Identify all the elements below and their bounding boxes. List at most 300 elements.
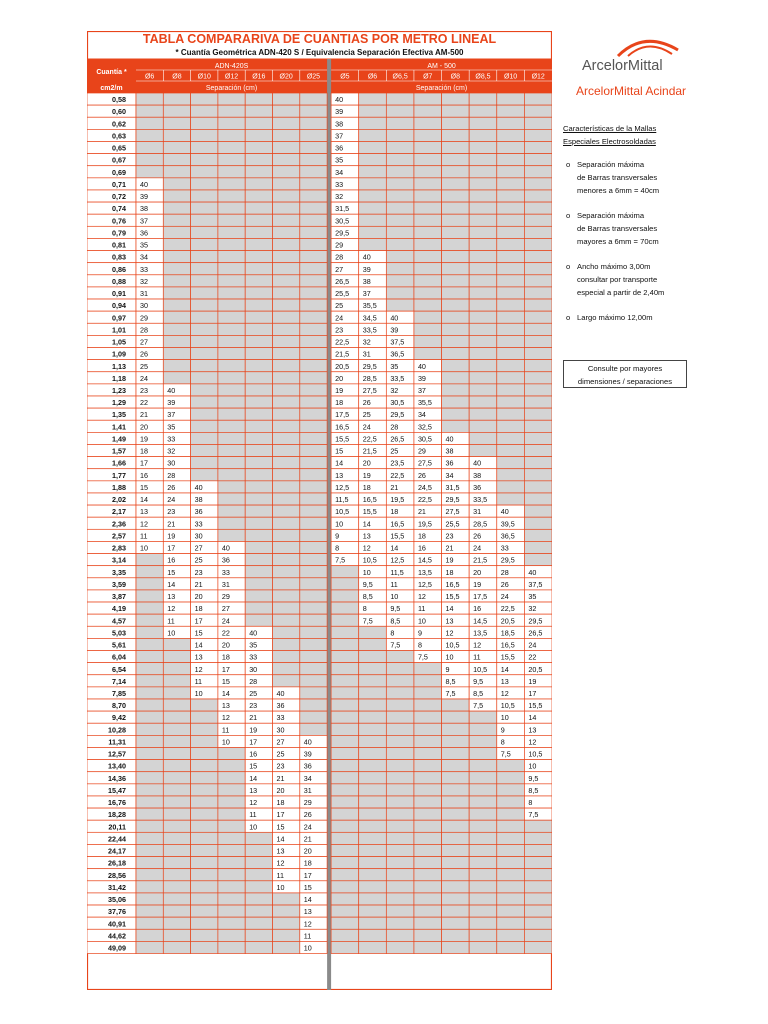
am-value: 29,5 — [335, 228, 350, 238]
am-value: 7,5 — [417, 652, 428, 662]
am-cell — [442, 299, 470, 311]
adn-cell — [245, 408, 272, 420]
am-cell — [442, 129, 470, 141]
adn-cell — [245, 238, 272, 250]
am-value: 16,5 — [500, 640, 515, 650]
adn-value: 36 — [303, 761, 312, 771]
cuantia-value: 40,91 — [108, 919, 126, 929]
adn-cell — [163, 93, 190, 105]
adn-cell — [273, 566, 300, 578]
adn-cell — [136, 893, 163, 905]
am-cell — [469, 348, 497, 360]
cuantia-value: 15,47 — [108, 785, 126, 795]
am-value: 16,5 — [390, 519, 405, 529]
am-value: 8 — [362, 604, 367, 614]
adn-cell — [191, 869, 218, 881]
adn-value: 40 — [167, 386, 176, 395]
am-value: 9 — [500, 725, 505, 735]
adn-cell — [245, 141, 272, 153]
adn-cell — [191, 929, 218, 941]
am-cell — [524, 517, 552, 529]
adn-cell — [191, 226, 218, 238]
adn-cell — [245, 566, 272, 578]
cuantia-value: 0,74 — [112, 204, 126, 214]
adn-value: 19 — [249, 725, 258, 735]
am-cell — [469, 335, 497, 347]
am-cell — [386, 941, 414, 953]
adn-value: 22 — [140, 398, 148, 408]
am-cell — [524, 820, 552, 832]
am-cell — [442, 832, 470, 844]
am-value: 20 — [335, 373, 344, 383]
adn-cell — [163, 105, 190, 117]
adn-cell — [245, 190, 272, 202]
adn-value: 35 — [167, 422, 176, 432]
cuantia-value: 2,83 — [112, 543, 126, 553]
adn-cell — [191, 323, 218, 335]
am-value: 31,5 — [335, 204, 350, 214]
cuantia-value: 1,09 — [112, 349, 126, 359]
adn-cell — [300, 299, 327, 311]
adn-value: 27 — [276, 737, 285, 747]
cuantias-table — [87, 31, 552, 990]
am-value: 8,5 — [390, 616, 401, 626]
adn-value: 17 — [167, 543, 176, 553]
am-cell — [414, 723, 442, 735]
cuantia-value: 1,88 — [112, 482, 126, 492]
am-cell — [497, 444, 525, 456]
adn-cell — [273, 263, 300, 275]
adn-cell — [245, 154, 272, 166]
adn-value: 29 — [303, 798, 312, 808]
adn-value: 36 — [194, 507, 203, 517]
am-value: 22 — [528, 652, 537, 662]
adn-cell — [163, 796, 190, 808]
am-value: 7,5 — [362, 616, 373, 626]
am-value: 27,5 — [445, 507, 460, 517]
adn-cell — [191, 238, 218, 250]
cuantia-value: 10,28 — [108, 725, 126, 735]
adn-cell — [191, 881, 218, 893]
am-cell — [469, 154, 497, 166]
am-value: 11 — [473, 652, 481, 662]
adn-cell — [163, 893, 190, 905]
adn-cell — [191, 772, 218, 784]
adn-value: 27 — [194, 543, 203, 553]
am-cell — [524, 154, 552, 166]
am-cell — [386, 105, 414, 117]
am-cell — [331, 675, 359, 687]
am-value: 20,5 — [528, 664, 543, 674]
adn-value: 30 — [140, 301, 148, 311]
adn-cell — [273, 275, 300, 287]
adn-cell — [218, 372, 245, 384]
adn-cell — [191, 808, 218, 820]
am-value: 13 — [500, 676, 509, 686]
adn-cell — [300, 372, 327, 384]
am-cell — [414, 214, 442, 226]
adn-value: 27 — [221, 604, 230, 614]
adn-cell — [163, 735, 190, 747]
am-value: 17,5 — [335, 410, 350, 420]
am-cell — [359, 178, 387, 190]
am-cell — [524, 238, 552, 250]
cuantia-value: 0,67 — [112, 155, 126, 165]
adn-cell — [163, 287, 190, 299]
table-title: TABLA COMPARARIVA DE CUANTIAS POR METRO LINEAL — [142, 32, 497, 46]
adn-cell — [136, 93, 163, 105]
adn-value: 23 — [140, 386, 148, 395]
am-value: 21,5 — [473, 555, 488, 565]
adn-value: 37 — [167, 410, 176, 420]
am-value: 26 — [500, 579, 509, 589]
am-cell — [497, 178, 525, 190]
adn-value: 12 — [194, 664, 203, 674]
adn-cell — [218, 832, 245, 844]
am-cell — [414, 299, 442, 311]
am-value: 38 — [362, 276, 371, 286]
adn-cell — [300, 505, 327, 517]
am-cell — [524, 554, 552, 566]
bullet-icon: o — [566, 160, 571, 169]
am-cell — [524, 881, 552, 893]
adn-cell — [163, 226, 190, 238]
am-cell — [386, 893, 414, 905]
am-value: 12,5 — [417, 579, 432, 589]
am-value: 33,5 — [362, 325, 377, 335]
adn-cell — [273, 638, 300, 650]
adn-value: 19 — [140, 434, 148, 444]
am-cell — [497, 287, 525, 299]
adn-cell — [245, 602, 272, 614]
adn-value: 21 — [140, 410, 148, 420]
am-cell — [442, 178, 470, 190]
adn-cell — [245, 105, 272, 117]
am-cell — [497, 917, 525, 929]
adn-cell — [218, 917, 245, 929]
am-cell — [469, 311, 497, 323]
am-cell — [524, 311, 552, 323]
adn-cell — [245, 348, 272, 360]
am-value: 19,5 — [390, 495, 405, 505]
header-separacion-am: Separación (cm) — [415, 85, 468, 92]
adn-cell — [218, 820, 245, 832]
adn-cell — [245, 444, 272, 456]
am-cell — [524, 505, 552, 517]
am-cell — [442, 335, 470, 347]
adn-value: 13 — [140, 507, 148, 517]
am-cell — [414, 881, 442, 893]
am-cell — [469, 117, 497, 129]
am-cell — [331, 881, 359, 893]
am-value: 15,5 — [335, 434, 350, 444]
adn-cell — [191, 372, 218, 384]
am-cell — [414, 105, 442, 117]
am-cell — [359, 796, 387, 808]
am-value: 9,5 — [528, 773, 539, 783]
am-cell — [469, 881, 497, 893]
am-cell — [497, 275, 525, 287]
adn-cell — [300, 638, 327, 650]
am-cell — [386, 214, 414, 226]
am-value: 24 — [500, 592, 509, 602]
adn-cell — [191, 117, 218, 129]
adn-value: 14 — [303, 895, 312, 905]
am-value: 18 — [335, 398, 344, 408]
adn-cell — [218, 772, 245, 784]
adn-value: 10 — [167, 628, 176, 638]
am-cell — [524, 202, 552, 214]
cuantia-value: 1,77 — [112, 470, 126, 480]
am-cell — [359, 735, 387, 747]
adn-value: 31 — [303, 785, 312, 795]
adn-cell — [191, 335, 218, 347]
am-value: 33,5 — [473, 495, 488, 505]
am-value: 35,5 — [362, 301, 377, 311]
am-cell — [497, 299, 525, 311]
am-cell — [442, 408, 470, 420]
am-value: 36 — [335, 143, 344, 153]
am-cell — [469, 263, 497, 275]
adn-cell — [163, 251, 190, 263]
cuantia-value: 0,63 — [112, 131, 126, 141]
am-value: 34 — [445, 470, 454, 480]
cuantia-value: 1,23 — [112, 386, 126, 395]
am-value: 26 — [473, 531, 482, 541]
adn-cell — [273, 166, 300, 178]
am-value: 19 — [445, 555, 454, 565]
am-value: 37 — [417, 386, 426, 395]
adn-cell — [163, 323, 190, 335]
logo-arc-icon — [614, 36, 684, 58]
am-value: 8 — [500, 737, 505, 747]
adn-cell — [136, 929, 163, 941]
adn-cell — [191, 251, 218, 263]
adn-cell — [191, 747, 218, 759]
am-cell — [359, 929, 387, 941]
adn-cell — [136, 917, 163, 929]
am-value: 21,5 — [335, 349, 350, 359]
am-cell — [469, 360, 497, 372]
adn-cell — [273, 396, 300, 408]
adn-cell — [300, 154, 327, 166]
adn-cell — [136, 772, 163, 784]
adn-cell — [300, 432, 327, 444]
cuantia-value: 28,56 — [108, 870, 126, 880]
am-value: 19 — [335, 386, 344, 395]
adn-cell — [191, 905, 218, 917]
am-value: 13 — [335, 470, 344, 480]
am-cell — [524, 335, 552, 347]
am-value: 29,5 — [445, 495, 460, 505]
cuantia-value: 22,44 — [108, 834, 126, 844]
am-value: 31,5 — [445, 482, 460, 492]
note-item: o Separación máxima de Barras transversales mayores a 6mm = 70cm — [566, 211, 659, 246]
am-value: 34 — [417, 410, 426, 420]
am-cell — [414, 287, 442, 299]
adn-cell — [136, 832, 163, 844]
adn-cell — [136, 941, 163, 953]
am-cell — [469, 275, 497, 287]
cuantia-value: 9,42 — [112, 713, 126, 723]
adn-cell — [218, 93, 245, 105]
am-value: 8 — [335, 543, 340, 553]
am-cell — [359, 699, 387, 711]
am-cell — [469, 190, 497, 202]
cuantia-value: 0,91 — [112, 289, 126, 299]
am-cell — [386, 881, 414, 893]
am-cell — [442, 796, 470, 808]
adn-cell — [163, 263, 190, 275]
am-value: 14 — [528, 713, 537, 723]
am-cell — [359, 638, 387, 650]
adn-cell — [136, 166, 163, 178]
adn-cell — [245, 832, 272, 844]
adn-cell — [191, 469, 218, 481]
am-value: 24,5 — [417, 482, 432, 492]
am-value: 18 — [390, 507, 399, 517]
adn-cell — [245, 372, 272, 384]
header-am-col: Ø8 — [450, 73, 461, 81]
am-cell — [497, 493, 525, 505]
adn-cell — [136, 602, 163, 614]
am-value: 12,5 — [335, 482, 350, 492]
adn-cell — [273, 360, 300, 372]
logo-sub-brand: ArcelorMittal Acindar — [576, 84, 687, 98]
am-value: 9 — [417, 628, 422, 638]
adn-cell — [163, 832, 190, 844]
adn-cell — [136, 105, 163, 117]
am-cell — [524, 251, 552, 263]
adn-cell — [136, 675, 163, 687]
am-cell — [359, 129, 387, 141]
adn-cell — [300, 311, 327, 323]
am-cell — [524, 214, 552, 226]
adn-cell — [245, 554, 272, 566]
adn-cell — [300, 408, 327, 420]
adn-cell — [245, 299, 272, 311]
adn-cell — [273, 469, 300, 481]
adn-cell — [191, 432, 218, 444]
adn-value: 15 — [276, 822, 285, 832]
header-adn-col: Ø20 — [279, 73, 293, 81]
adn-cell — [136, 747, 163, 759]
am-cell — [497, 141, 525, 153]
am-value: 39 — [390, 325, 399, 335]
adn-cell — [218, 299, 245, 311]
adn-cell — [136, 554, 163, 566]
am-cell — [497, 760, 525, 772]
adn-cell — [245, 432, 272, 444]
adn-cell — [163, 154, 190, 166]
cuantia-value: 4,19 — [112, 604, 126, 614]
adn-cell — [245, 578, 272, 590]
cuantia-value: 0,79 — [112, 228, 126, 238]
adn-value: 23 — [194, 567, 203, 577]
am-cell — [386, 747, 414, 759]
am-value: 40 — [528, 567, 537, 577]
am-value: 10 — [445, 652, 454, 662]
adn-value: 29 — [221, 592, 230, 602]
am-value: 7,5 — [445, 689, 456, 698]
adn-cell — [218, 287, 245, 299]
adn-cell — [136, 129, 163, 141]
am-cell — [442, 869, 470, 881]
am-cell — [469, 420, 497, 432]
am-cell — [359, 214, 387, 226]
adn-value: 12 — [221, 713, 230, 723]
adn-value: 28 — [249, 676, 258, 686]
adn-cell — [273, 129, 300, 141]
adn-cell — [191, 202, 218, 214]
cuantia-value: 5,61 — [112, 640, 126, 650]
adn-cell — [163, 857, 190, 869]
am-cell — [359, 105, 387, 117]
adn-value: 33 — [167, 434, 176, 444]
adn-cell — [300, 202, 327, 214]
adn-value: 15 — [303, 882, 312, 892]
am-value: 15,5 — [390, 531, 405, 541]
adn-cell — [163, 214, 190, 226]
am-value: 37,5 — [390, 337, 405, 347]
am-cell — [359, 784, 387, 796]
adn-value: 21 — [276, 773, 285, 783]
am-cell — [497, 772, 525, 784]
adn-cell — [218, 905, 245, 917]
am-value: 10 — [362, 567, 371, 577]
adn-cell — [136, 638, 163, 650]
adn-cell — [191, 444, 218, 456]
adn-value: 13 — [303, 907, 312, 917]
adn-value: 37 — [140, 216, 148, 226]
am-cell — [442, 941, 470, 953]
adn-cell — [191, 457, 218, 469]
adn-cell — [218, 251, 245, 263]
adn-value: 14 — [167, 579, 176, 589]
am-cell — [524, 117, 552, 129]
adn-cell — [136, 784, 163, 796]
am-cell — [524, 299, 552, 311]
am-cell — [414, 202, 442, 214]
am-cell — [442, 275, 470, 287]
am-cell — [414, 869, 442, 881]
am-cell — [414, 311, 442, 323]
cuantia-value: 2,57 — [112, 531, 126, 541]
adn-cell — [273, 311, 300, 323]
adn-cell — [300, 178, 327, 190]
adn-value: 40 — [276, 689, 285, 698]
am-cell — [469, 893, 497, 905]
am-value: 21,5 — [362, 446, 377, 456]
cuantia-value: 31,42 — [108, 882, 126, 892]
adn-cell — [163, 190, 190, 202]
adn-cell — [163, 941, 190, 953]
adn-value: 14 — [276, 834, 285, 844]
am-value: 20 — [473, 567, 482, 577]
am-cell — [497, 396, 525, 408]
adn-cell — [163, 311, 190, 323]
cuantia-value: 16,76 — [108, 798, 126, 808]
adn-cell — [300, 384, 327, 396]
am-value: 14 — [445, 604, 454, 614]
adn-cell — [300, 517, 327, 529]
cuantia-value: 8,70 — [112, 701, 126, 711]
adn-cell — [191, 360, 218, 372]
am-cell — [331, 917, 359, 929]
note-item: o Separación máxima de Barras transversales menores a 6mm = 40cm — [566, 160, 660, 195]
adn-cell — [191, 784, 218, 796]
am-cell — [497, 844, 525, 856]
